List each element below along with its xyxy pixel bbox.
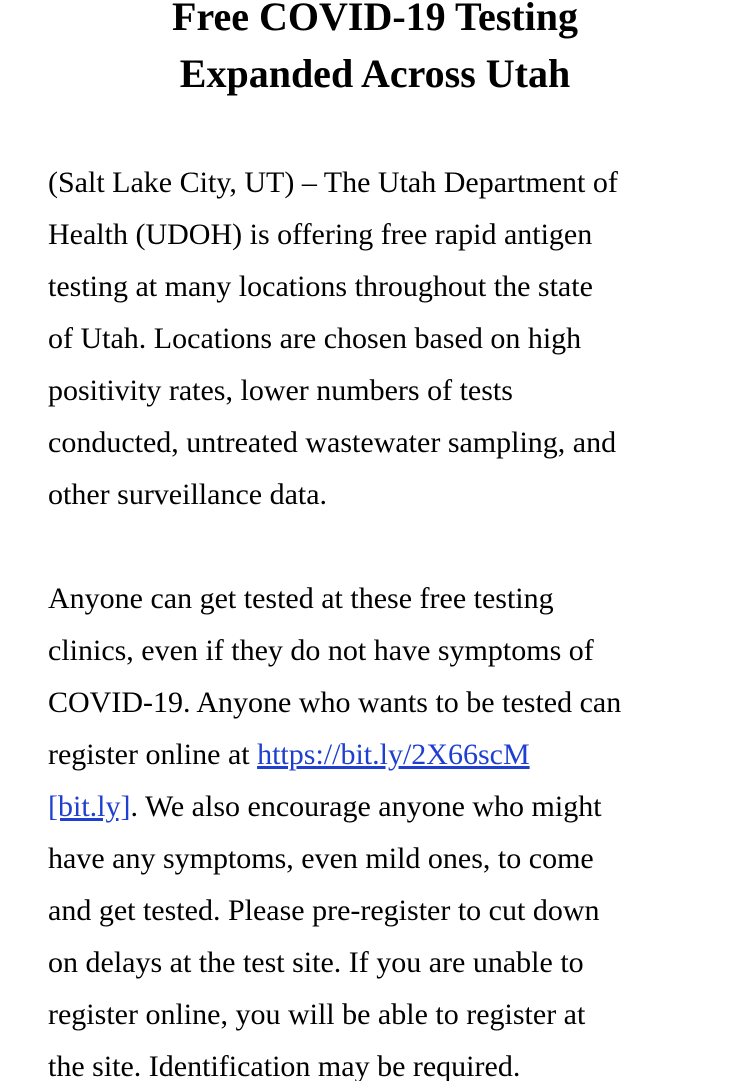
paragraph-line: on delays at the test site. If you are unable to	[48, 946, 584, 979]
headline	[0, 0, 750, 102]
line-suffix-text: . We also encourage anyone who might	[130, 790, 602, 823]
paragraph-line-with-link	[48, 781, 708, 833]
paragraph-line: have any symptoms, even mild ones, to come	[48, 842, 594, 875]
paragraph-line: clinics, even if they do not have symptoms of	[48, 634, 594, 667]
paragraph-line: (Salt Lake City, UT) – The Utah Department of	[48, 166, 618, 199]
paragraph-line: COVID-19. Anyone who wants to be tested can	[48, 686, 622, 719]
registration-link-tag[interactable]: [bit.ly]	[48, 790, 131, 823]
paragraph-intro	[48, 157, 708, 521]
paragraph-line: positivity rates, lower numbers of tests	[48, 374, 513, 407]
paragraph-line: and get tested. Please pre-register to cut down	[48, 894, 600, 927]
headline-line-2: Expanded Across Utah	[179, 51, 571, 96]
paragraph-line: testing at many locations throughout the state	[48, 270, 593, 303]
line-prefix-text: register online at	[48, 738, 258, 771]
registration-link[interactable]: https://bit.ly/2X66scM	[257, 738, 530, 771]
headline-line-1: Free COVID-19 Testing	[172, 0, 578, 39]
paragraph-line: Health (UDOH) is offering free rapid antigen	[48, 218, 593, 251]
paragraph-line: conducted, untreated wastewater sampling, and	[48, 426, 617, 459]
paragraph-line: of Utah. Locations are chosen based on high	[48, 322, 582, 355]
paragraph-line: other surveillance data.	[48, 478, 328, 511]
paragraph-line: the site. Identification may be required.	[48, 1050, 521, 1081]
paragraph-line: register online, you will be able to register at	[48, 998, 586, 1031]
paragraph-registration	[48, 573, 708, 1081]
paragraph-line-with-link	[48, 729, 708, 781]
paragraph-line: Anyone can get tested at these free testing	[48, 582, 554, 615]
